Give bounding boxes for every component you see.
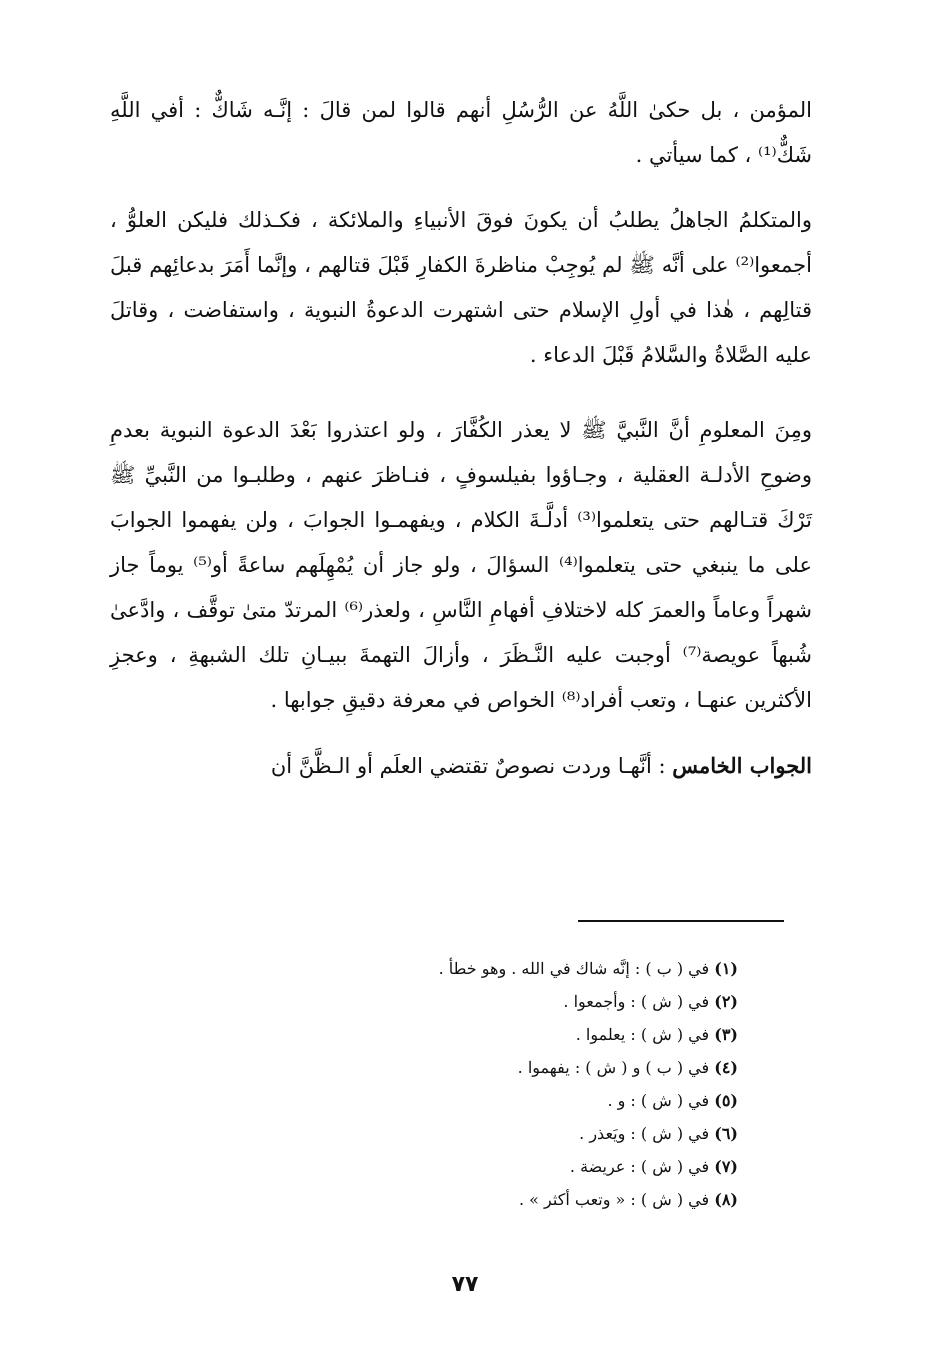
page-body bbox=[110, 88, 812, 789]
footnote-text: في ( ش ) : ويَعذر . bbox=[579, 1124, 715, 1143]
footnote-item bbox=[190, 1051, 738, 1084]
footnote-text: في ( ش ) : يعلموا . bbox=[575, 1025, 715, 1044]
paragraph-1: المؤمن ، بل حكىٰ اللَّهُ عن الرُّسُلِ أنهم قالوا لمن قالَ : إنَّـه شَاكٌّ : أفي اللَّهِ شَكٌّ⁽¹⁾ ، كما سيأتي . bbox=[110, 98, 812, 167]
footnote-text: في ( ب ) و ( ش ) : يفهموا . bbox=[517, 1058, 715, 1077]
footnote-text: في ( ش ) : و . bbox=[607, 1091, 715, 1110]
footnote-item bbox=[190, 1117, 738, 1150]
footnotes bbox=[190, 952, 738, 1216]
footnote-item bbox=[190, 1084, 738, 1117]
footnote-text: في ( ش ) : وأجمعوا . bbox=[563, 992, 715, 1011]
footnote-divider bbox=[578, 920, 784, 922]
footnote-item bbox=[190, 1183, 738, 1216]
paragraph-2: والمتكلمُ الجاهلُ يطلبُ أن يكونَ فوقَ الأنبياءِ والملائكة ، فكـذلك فليكن العلوُّ ، أجمعوا⁽²⁾ على أنَّه ﷺ لم يُوجِبْ مناظرةَ الكفارِ قَبْلَ قتالهم ، وإنَّما أَمَرَ بدعائِهم قبلَ قتالِهم ، هٰذا في أولِ الإسلام حتى اشتهرت الدعوةُ النبوية ، واستفاضت ، وقاتلَ عليه الصَّلاةُ والسَّلامُ قَبْلَ الدعاء . bbox=[110, 208, 812, 367]
footnote-text: في ( ش ) : « وتعب أكثر » . bbox=[519, 1190, 715, 1209]
footnote-item bbox=[190, 1150, 738, 1183]
footnote-text: في ( ب ) : إنَّه شاك في الله . وهو خطأ . bbox=[438, 959, 715, 978]
paragraph-4 bbox=[110, 743, 812, 789]
footnote-number: (١) bbox=[714, 959, 738, 978]
page-number: ٧٧ bbox=[451, 1272, 479, 1297]
section-heading-inline: الجواب الخامس bbox=[672, 753, 812, 778]
footnote-item bbox=[190, 985, 738, 1018]
footnote-number: (٦) bbox=[714, 1124, 738, 1143]
footnote-number: (٤) bbox=[714, 1058, 738, 1077]
paragraph-4-text: : أنَّهـا وردت نصوصٌ تقتضي العلَم أو الـظَّنَّ أن bbox=[270, 754, 673, 778]
footnote-number: (٨) bbox=[714, 1190, 738, 1209]
footnote-item bbox=[190, 1018, 738, 1051]
paragraph-3: ومِنَ المعلومِ أنَّ النَّبيَّ ﷺ لا يعذر الكُفَّارَ ، ولو اعتذروا بَعْدَ الدعوة النبوية بعدمِ وضوحِ الأدلـة العقلية ، وجـاؤوا بفيلسوفٍ ، فنـاظرَ عنهم ، وطلبـوا من النَّبيِّ ﷺ تَرْكَ قتـالهم حتى يتعلموا⁽³⁾ أدلَّـةَ الكلام ، ويفهمـوا الجوابَ ، ولن يفهموا الجوابَ على ما ينبغي حتى يتعلموا⁽⁴⁾ السؤالَ ، ولو جاز أن يُمْهِلَهم ساعةً أو⁽⁵⁾ يوماً جاز شهراً وعاماً والعمرَ كله لاختلافِ أفهامِ النَّاسِ ، ولعذر⁽⁶⁾ المرتدّ متىٰ توقَّف ، وادَّعىٰ شُبهاً عويصة⁽⁷⁾ أوجبت عليه النَّـظَرَ ، وأزالَ التهمةَ ببيـانِ تلك الشبهةِ ، وعجزِ الأكثرين عنهـا ، وتعب أفراد⁽⁸⁾ الخواص في معرفة دقيقِ جوابها . bbox=[110, 418, 813, 712]
footnote-number: (٥) bbox=[714, 1091, 738, 1110]
footnote-number: (٣) bbox=[714, 1025, 738, 1044]
footnote-number: (٢) bbox=[714, 992, 738, 1011]
footnote-item bbox=[190, 952, 738, 985]
footnote-number: (٧) bbox=[714, 1157, 738, 1176]
footnote-text: في ( ش ) : عريضة . bbox=[569, 1157, 715, 1176]
